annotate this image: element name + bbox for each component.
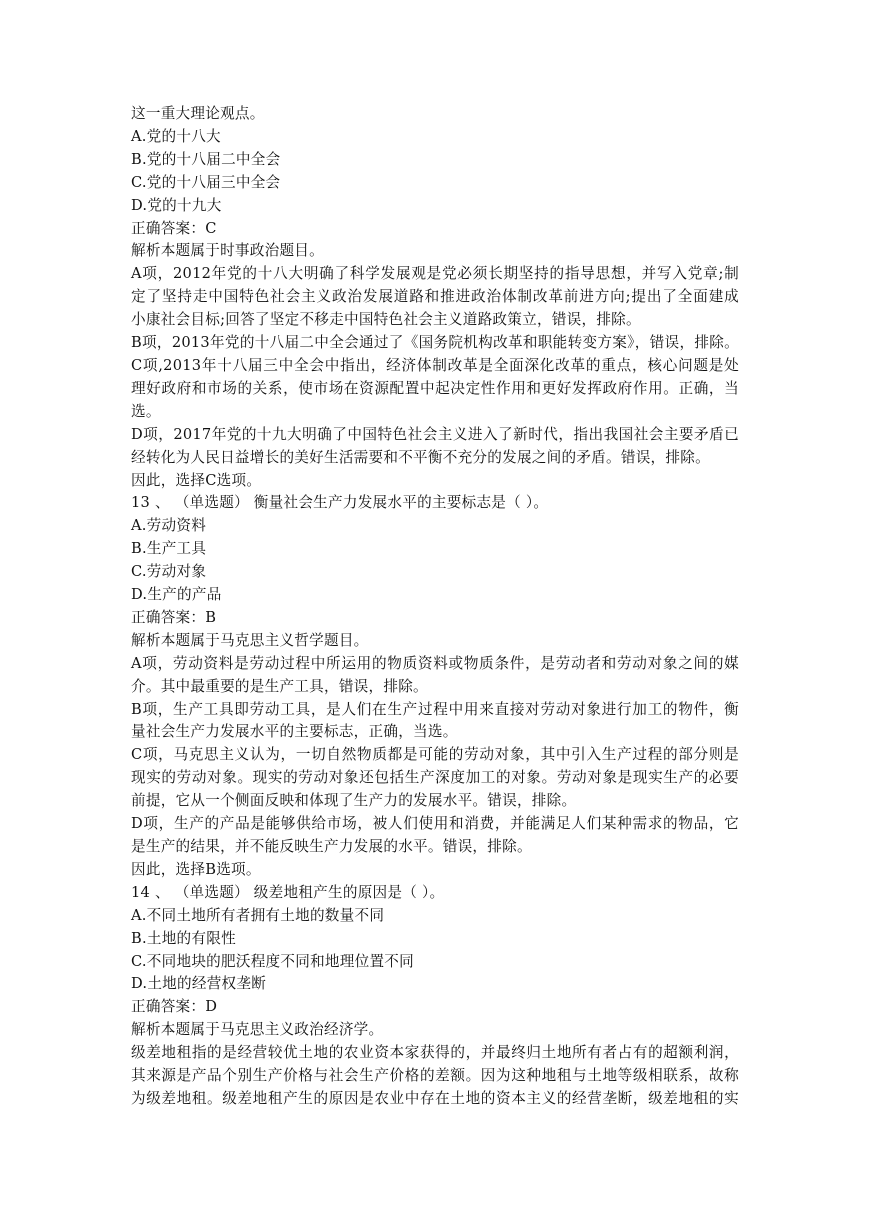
analysis-line: C项,2013年十八届三中全会中指出，经济体制改革是全面深化改革的重点，核心问题是处 <box>131 356 739 374</box>
option-b: B.生产工具 <box>131 540 207 558</box>
question-stem-continuation: 这一重大理论观点。 <box>131 105 265 122</box>
analysis-line: 其来源是产品个别生产价格与社会生产价格的差额。因为这种地租与土地等级相联系，故称 <box>131 1067 739 1085</box>
option-d: D.生产的产品 <box>131 586 222 604</box>
option-a: A.党的十八大 <box>131 127 221 145</box>
analysis-intro: 解析本题属于时事政治题目。 <box>131 242 324 260</box>
option-d: D.党的十九大 <box>131 196 222 214</box>
analysis-line: 介。其中最重要的是生产工具，错误，排除。 <box>131 677 428 695</box>
correct-answer: 正确答案：D <box>131 998 218 1016</box>
analysis-line: D项，2017年党的十九大明确了中国特色社会主义进入了新时代，指出我国社会主要矛盾已 <box>131 425 739 443</box>
correct-answer: 正确答案：B <box>131 608 217 626</box>
option-c: C.党的十八届三中全会 <box>131 173 281 191</box>
analysis-line: 前提，它从一个侧面反映和体现了生产力的发展水平。错误，排除。 <box>131 792 577 810</box>
analysis-line: 小康社会目标;回答了坚定不移走中国特色社会主义道路政策立，错误，排除。 <box>131 311 641 329</box>
option-c: C.不同地块的肥沃程度不同和地理位置不同 <box>131 952 414 970</box>
analysis-line: 为级差地租。级差地租产生的原因是农业中存在土地的资本主义的经营垄断，级差地租的实 <box>131 1089 739 1107</box>
option-b: B.党的十八届二中全会 <box>131 150 281 168</box>
analysis-line: 量社会生产力发展水平的主要标志，正确，当选。 <box>131 723 458 741</box>
analysis-line: 理好政府和市场的关系，使市场在资源配置中起决定性作用和更好发挥政府作用。正确，当 <box>131 379 739 397</box>
option-b: B.土地的有限性 <box>131 929 236 947</box>
option-a: A.不同土地所有者拥有土地的数量不同 <box>131 906 385 924</box>
question-13: 13 、 （单选题） 衡量社会生产力发展水平的主要标志是（ ）。 <box>131 494 549 512</box>
option-c: C.劳动对象 <box>131 563 207 581</box>
document-page <box>131 103 739 1111</box>
analysis-line: 选。 <box>131 402 161 420</box>
analysis-line: A项，劳动资料是劳动过程中所运用的物质资料或物质条件，是劳动者和劳动对象之间的媒 <box>131 654 739 672</box>
analysis-conclusion: 因此，选择C选项。 <box>131 471 262 489</box>
analysis-line: D项，生产的产品是能够供给市场，被人们使用和消费，并能满足人们某种需求的物品，它 <box>131 815 739 833</box>
analysis-conclusion: 因此，选择B选项。 <box>131 860 261 878</box>
analysis-intro: 解析本题属于马克思主义哲学题目。 <box>131 631 369 649</box>
correct-answer: 正确答案：C <box>131 219 217 237</box>
analysis-intro: 解析本题属于马克思主义政治经济学。 <box>131 1021 384 1039</box>
analysis-line: A项，2012年党的十八大明确了科学发展观是党必须长期坚持的指导思想，并写入党章;制 <box>131 265 739 283</box>
analysis-line: C项，马克思主义认为，一切自然物质都是可能的劳动对象，其中引入生产过程的部分则是 <box>131 746 739 764</box>
analysis-line: 现实的劳动对象。现实的劳动对象还包括生产深度加工的对象。劳动对象是现实生产的必要 <box>131 769 739 787</box>
analysis-line: B项，生产工具即劳动工具，是人们在生产过程中用来直接对劳动对象进行加工的物件，衡 <box>131 700 739 718</box>
analysis-line: 经转化为人民日益增长的美好生活需要和不平衡不充分的发展之间的矛盾。错误，排除。 <box>131 448 710 466</box>
analysis-line: B项，2013年党的十八届二中全会通过了《国务院机构改革和职能转变方案》，错误，排除。 <box>131 334 739 352</box>
analysis-line: 级差地租指的是经营较优土地的农业资本家获得的，并最终归土地所有者占有的超额利润， <box>131 1044 739 1062</box>
option-d: D.土地的经营权垄断 <box>131 975 267 993</box>
analysis-line: 定了坚持走中国特色社会主义政治发展道路和推进政治体制改革前进方向;提出了全面建成 <box>131 288 739 306</box>
option-a: A.劳动资料 <box>131 517 207 535</box>
analysis-line: 是生产的结果，并不能反映生产力发展的水平。错误，排除。 <box>131 838 532 855</box>
question-14: 14 、 （单选题） 级差地租产生的原因是（ ）。 <box>131 883 445 901</box>
